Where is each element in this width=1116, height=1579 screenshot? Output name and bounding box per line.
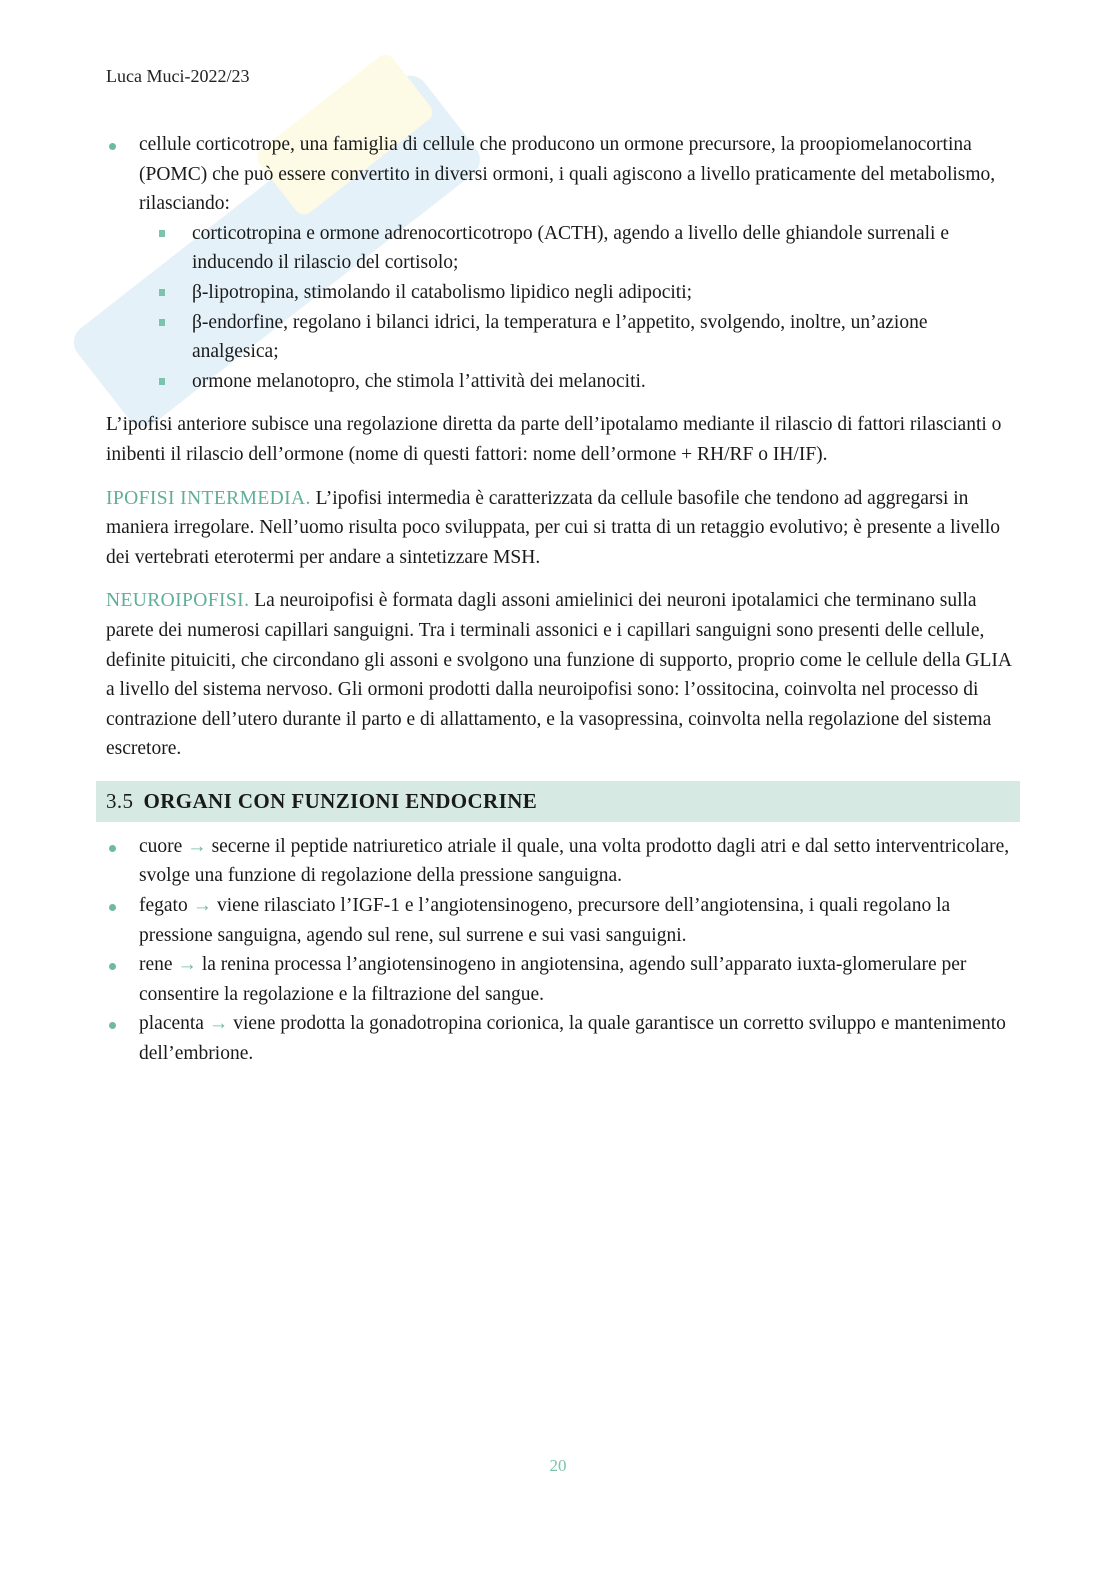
- sub-bullet-list: [139, 219, 1011, 397]
- organ-text: secerne il peptide natriuretico atriale il quale, una volta prodotto dagli atri e dal setto interventricolare, svolge una funzione di regolazione della pressione sanguigna.: [139, 835, 1010, 887]
- organ-text: viene rilasciato l’IGF-1 e l’angiotensinogeno, precursore dell’angiotensina, i quali regolano la pressione sanguigna, agendo sul rene, sul surrene e sui vasi sanguigni.: [139, 895, 951, 946]
- organ-name: cuore: [139, 835, 183, 857]
- section-title: ORGANI CON FUNZIONI ENDOCRINE: [143, 788, 538, 813]
- text-neuroipofisi: La neuroipofisi è formata dagli assoni amielinici dei neuroni ipotalamici che terminano sulla parete dei numerosi capillari sanguigni. Tra i terminali assonici e i capillari sanguigni sono presenti delle cellule, definite pituiciti, che circondano gli assoni e svolgono una funzione di supporto, proprio come le cellule della GLIA a livello del sistema nervoso. Gli ormoni prodotti dalla neuroipofisi sono: l’ossitocina, coinvolta nel processo di contrazione dell’utero durante il parto e di allattamento, e la vasopressina, coinvolta nella regolazione del sistema escretore.: [106, 590, 1011, 760]
- arrow-icon: →: [208, 1013, 229, 1035]
- sub-list-item: β-endorfine, regolano i bilanci idrici, la temperatura e l’appetito, svolgendo, inoltre, un’azione analgesica;: [139, 308, 1011, 367]
- arrow-icon: →: [187, 835, 207, 857]
- list-item: [106, 1009, 1011, 1068]
- paragraph-intermedia: [106, 484, 1011, 573]
- section-number: 3.5: [106, 788, 134, 813]
- organ-name: fegato: [139, 895, 188, 917]
- sub-list-item: β-lipotropina, stimolando il catabolismo lipidico negli adipociti;: [139, 278, 1011, 308]
- intro-bullet-list: [106, 130, 1011, 396]
- page-number: 20: [549, 1456, 567, 1475]
- organ-text: la renina processa l’angiotensinogeno in angiotensina, agendo sull’apparato iuxta-glomerulare per consentire la regolazione e la filtrazione del sangue.: [139, 954, 967, 1005]
- list-item: [106, 832, 1011, 891]
- list-item-text: cellule corticotrope, una famiglia di cellule che producono un ormone precursore, la proopiomelanocortina (POMC) che può essere convertito in diversi ormoni, i quali agiscono a livello praticamente del metabolismo, rilasciando:: [139, 134, 996, 215]
- sub-list-item: ormone melanotopro, che stimola l’attività dei melanociti.: [139, 367, 1011, 397]
- list-item: [106, 950, 1011, 1009]
- paragraph-neuroipofisi: [106, 586, 1011, 764]
- label-intermedia: IPOFISI INTERMEDIA.: [106, 487, 311, 509]
- sub-list-item: corticotropina e ormone adrenocorticotropo (ACTH), agendo a livello delle ghiandole surrenali e inducendo il rilascio del cortisolo;: [139, 219, 1011, 278]
- page-content: [106, 130, 1011, 1069]
- paragraph-regulation: L’ipofisi anteriore subisce una regolazione diretta da parte dell’ipotalamo mediante il rilascio di fattori rilascianti o inibenti il rilascio dell’ormone (nome di questi fattori: nome dell’ormone + RH/RF o IH/IF).: [106, 414, 1002, 465]
- arrow-icon: →: [192, 895, 213, 917]
- arrow-icon: →: [177, 954, 197, 976]
- list-item: [106, 891, 1011, 950]
- text-intermedia: L’ipofisi intermedia è caratterizzata da cellule basofile che tendono ad aggregarsi in maniera irregolare. Nell’uomo risulta poco sviluppata, per cui si tratta di un retaggio evolutivo; è presente a livello dei vertebrati eterotermi per andare a sintetizzare MSH.: [106, 487, 1001, 568]
- section-heading: [96, 781, 1020, 822]
- organ-name: placenta: [139, 1013, 204, 1035]
- organ-text: viene prodotta la gonadotropina corionica, la quale garantisce un corretto sviluppo e mantenimento dell’embrione.: [139, 1013, 1006, 1065]
- organ-name: rene: [139, 954, 173, 976]
- list-item: [106, 130, 1011, 396]
- page-header: Luca Muci-2022/23: [106, 66, 250, 86]
- label-neuroipofisi: NEUROIPOFISI.: [106, 590, 250, 612]
- organs-bullet-list: [106, 832, 1011, 1069]
